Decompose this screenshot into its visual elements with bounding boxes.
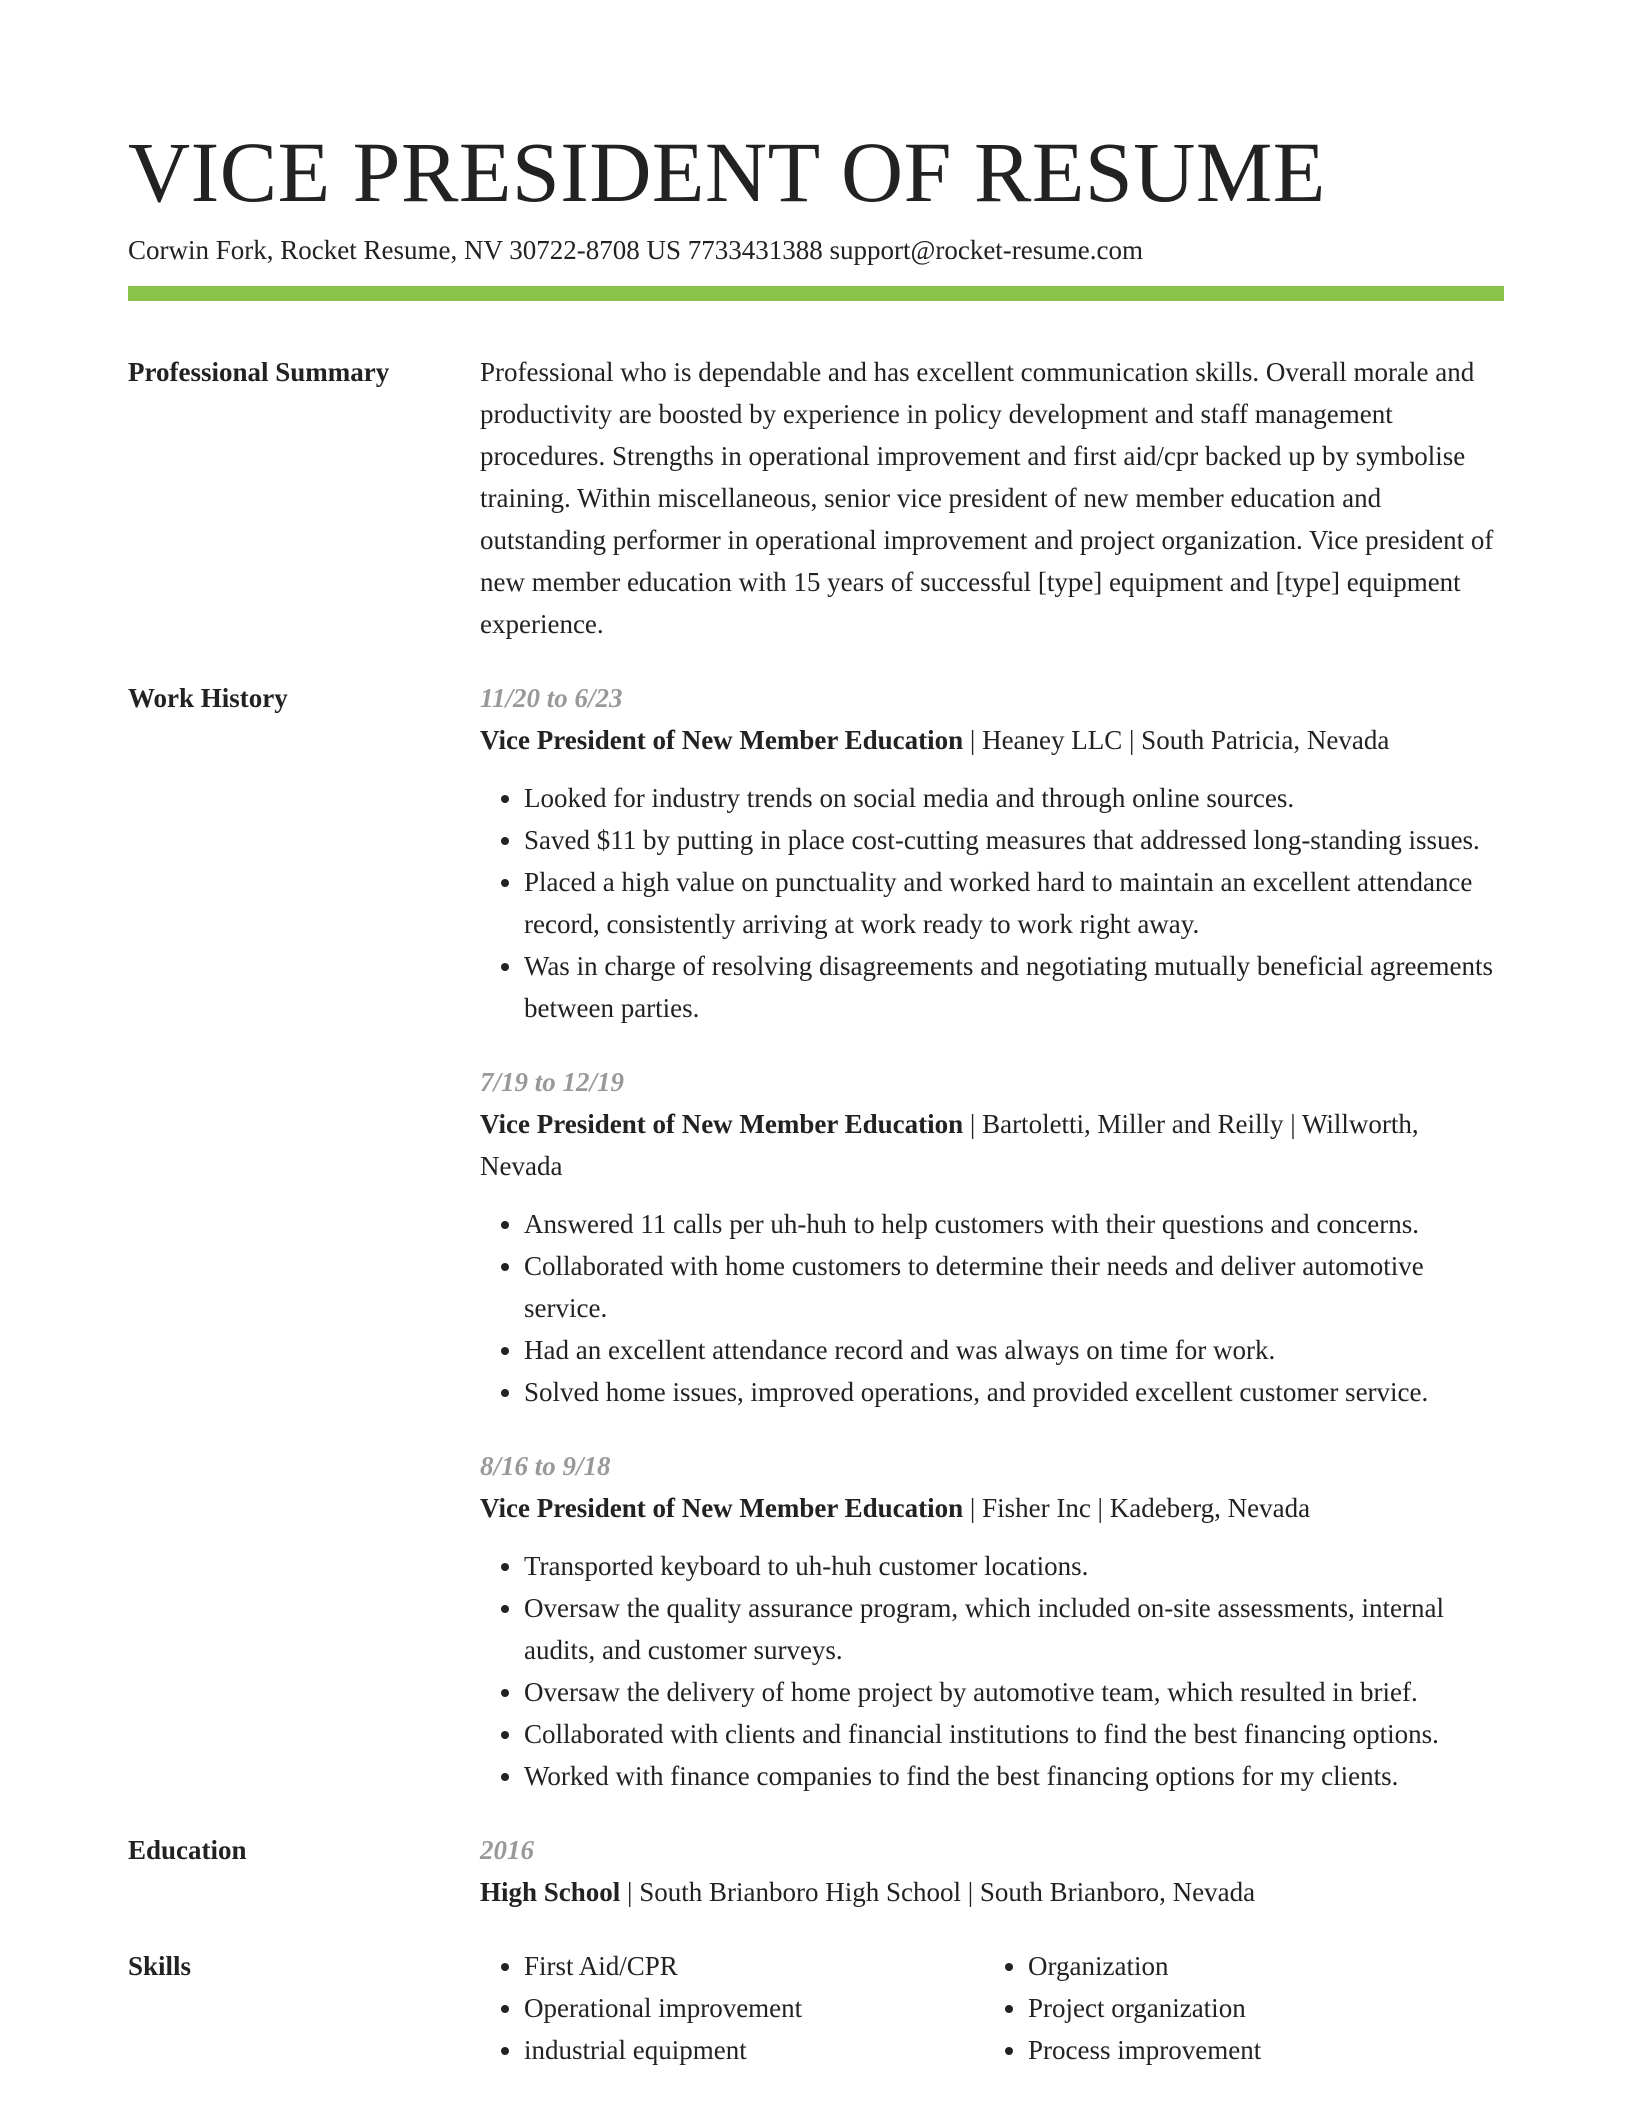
- job-bullets: [480, 1545, 1504, 1797]
- job-entry: [480, 677, 1504, 1029]
- education-section: [128, 1829, 1504, 1913]
- job-bullet: • Solved home issues, improved operations, and provided excellent customer service.: [524, 1371, 1504, 1413]
- skills-list-left: [480, 1945, 984, 2071]
- summary-section: [128, 351, 1504, 645]
- resume-page: [128, 0, 1504, 2071]
- job-bullet: • Answered 11 calls per uh-huh to help customers with their questions and concerns.: [524, 1203, 1504, 1245]
- skill-item: • First Aid/CPR: [524, 1945, 984, 1987]
- job-bullet: • Placed a high value on punctuality and worked hard to maintain an excellent attendance record, consistently arriving at work ready to work right away.: [524, 861, 1504, 945]
- job-entry: [480, 1061, 1504, 1413]
- job-bullets: [480, 777, 1504, 1029]
- education-degree: High School: [480, 1877, 621, 1907]
- skill-item: • Process improvement: [1028, 2029, 1261, 2071]
- summary-label: Professional Summary: [128, 357, 390, 387]
- job-bullet: • Oversaw the delivery of home project by automotive team, which resulted in brief.: [524, 1671, 1504, 1713]
- job-bullet: • Transported keyboard to uh-huh customer locations.: [524, 1545, 1504, 1587]
- skill-item: • Project organization: [1028, 1987, 1261, 2029]
- job-title: Vice President of New Member Education: [480, 725, 964, 755]
- job-dates: 8/16 to 9/18: [480, 1451, 611, 1481]
- skills-list-right: [984, 1945, 1261, 2071]
- job-details: | Heaney LLC | South Patricia, Nevada: [963, 725, 1390, 755]
- job-dates: 7/19 to 12/19: [480, 1067, 625, 1097]
- work-history-label: Work History: [128, 683, 288, 713]
- contact-line: Corwin Fork, Rocket Resume, NV 30722-8708 US 7733431388 support@rocket-resume.com: [128, 235, 1144, 265]
- skill-item: • Organization: [1028, 1945, 1261, 1987]
- resume-title: VICE PRESIDENT OF RESUME: [128, 124, 1326, 220]
- job-bullet: • Collaborated with clients and financial institutions to find the best financing options.: [524, 1713, 1504, 1755]
- job-details: | Bartoletti, Miller and Reilly | Willworth, Nevada: [480, 1109, 1419, 1181]
- job-bullet: • Worked with finance companies to find the best financing options for my clients.: [524, 1755, 1504, 1797]
- work-history-section: [128, 677, 1504, 1797]
- accent-divider: [128, 286, 1504, 301]
- job-bullet: • Looked for industry trends on social media and through online sources.: [524, 777, 1504, 819]
- skill-item: • Operational improvement: [524, 1987, 984, 2029]
- education-label: Education: [128, 1835, 247, 1865]
- job-bullet: • Collaborated with home customers to determine their needs and deliver automotive service.: [524, 1245, 1504, 1329]
- skills-section: [128, 1945, 1504, 2071]
- job-title: Vice President of New Member Education: [480, 1493, 964, 1523]
- education-date: 2016: [480, 1835, 534, 1865]
- job-heading: [480, 719, 1504, 761]
- job-details: | Fisher Inc | Kadeberg, Nevada: [963, 1493, 1311, 1523]
- job-heading: [480, 1103, 1504, 1187]
- job-bullet: • Oversaw the quality assurance program, which included on-site assessments, internal audits, and customer surveys.: [524, 1587, 1504, 1671]
- skill-item: • industrial equipment: [524, 2029, 984, 2071]
- job-dates: 11/20 to 6/23: [480, 683, 623, 713]
- summary-text: Professional who is dependable and has excellent communication skills. Overall morale and productivity are boosted by experience in policy development and staff management procedures. Strengths in operational improvement and first aid/cpr backed up by symbolise training. Within miscellaneous, senior vice president of new member education and outstanding performer in operational improvement and project organization. Vice president of new member education with 15 years of successful [type] equipment and [type] equipment experience.: [480, 357, 1494, 639]
- job-title: Vice President of New Member Education: [480, 1109, 964, 1139]
- job-bullet: • Had an excellent attendance record and was always on time for work.: [524, 1329, 1504, 1371]
- education-details: | South Brianboro High School | South Brianboro, Nevada: [620, 1877, 1256, 1907]
- education-heading: [480, 1871, 1504, 1913]
- job-entry: [480, 1445, 1504, 1797]
- job-bullet: • Was in charge of resolving disagreements and negotiating mutually beneficial agreements between parties.: [524, 945, 1504, 1029]
- job-heading: [480, 1487, 1504, 1529]
- job-bullets: [480, 1203, 1504, 1413]
- job-bullet: • Saved $11 by putting in place cost-cutting measures that addressed long-standing issues.: [524, 819, 1504, 861]
- skills-label: Skills: [128, 1951, 192, 1981]
